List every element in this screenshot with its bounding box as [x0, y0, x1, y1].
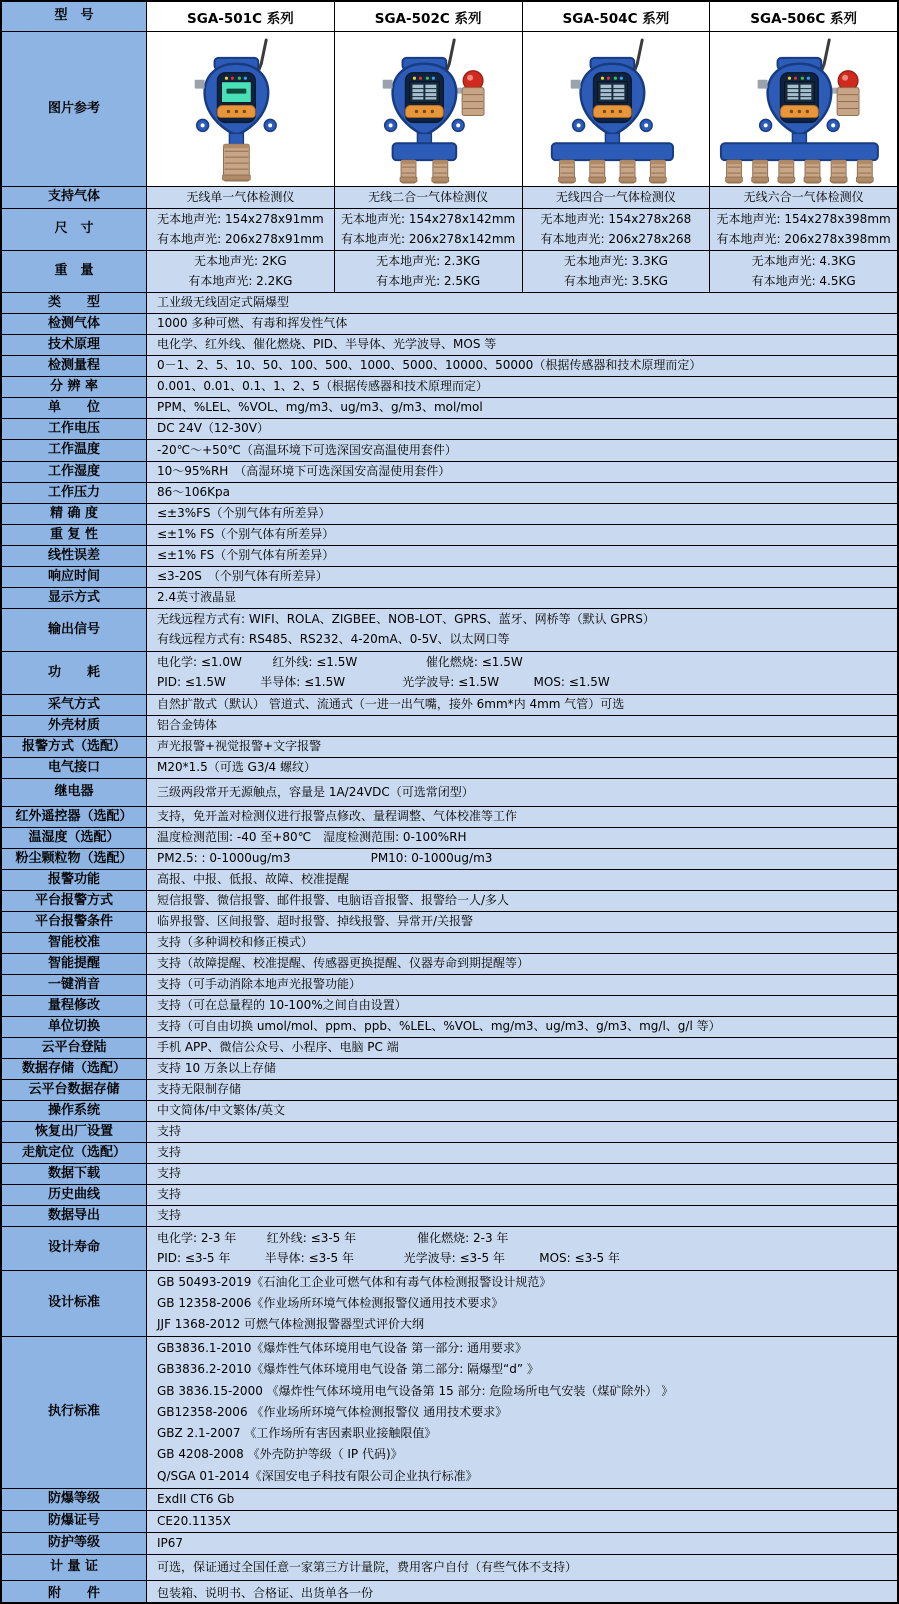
- spec-row-range: [2, 356, 897, 377]
- row-value-weight-col2: [523, 251, 711, 292]
- value-line: 支持（故障提醒、校准提醒、传感器更换提醒、仪器寿命到期提醒等）: [157, 956, 530, 971]
- spec-row-detect-gas: [2, 314, 897, 335]
- spec-row-alarm-mode: [2, 737, 897, 758]
- row-label-alarm-mode: 报警方式（选配）: [2, 737, 147, 757]
- spec-row-accessories: [2, 1581, 897, 1604]
- row-value-dimensions-col0: [147, 209, 335, 250]
- value-line: PPM、%LEL、%VOL、mg/m3、ug/m3、g/m3、mol/mol: [157, 400, 483, 415]
- row-label-response-time: 响应时间: [2, 567, 147, 587]
- spec-row-ir-remote: [2, 807, 897, 828]
- row-label-repeatability: 重 复 性: [2, 525, 147, 545]
- value-line: 三级两段常开无源触点，容量是 1A/24VDC（可选常闭型）: [157, 784, 474, 799]
- row-label-accuracy: 精 确 度: [2, 504, 147, 524]
- value-line: 0.001、0.01、0.1、1、2、5（根据传感器和技术原理而定）: [157, 379, 489, 394]
- row-label-power: 功 耗: [2, 652, 147, 694]
- spec-row-data-export: [2, 1206, 897, 1227]
- value-line: 声光报警+视觉报警+文字报警: [157, 739, 322, 754]
- header-label: 型 号: [2, 2, 147, 31]
- row-value-gas-type-col3: [710, 187, 897, 208]
- value-line: 中文简体/中文繁体/英文: [157, 1103, 286, 1118]
- row-value-smart-cal: [147, 933, 897, 953]
- value-line: 无本地声光: 154x278x398mm: [716, 211, 891, 226]
- row-label-factory-reset: 恢复出厂设置: [2, 1122, 147, 1142]
- value-line: 0－1、2、5、10、50、100、500、1000、5000、10000、50000（根据传感器和技术原理而定）: [157, 358, 702, 373]
- row-value-housing: [147, 716, 897, 736]
- model-header-sga-502c: SGA-502C 系列: [335, 2, 523, 31]
- row-label-explosion-class: 防爆等级: [2, 1489, 147, 1510]
- row-value-factory-reset: [147, 1122, 897, 1142]
- row-value-power: [147, 652, 897, 694]
- spec-row-alarm-func: [2, 870, 897, 891]
- spec-row-smart-cal: [2, 933, 897, 954]
- row-label-sampling: 采气方式: [2, 695, 147, 715]
- spec-row-unit: [2, 398, 897, 419]
- value-line: -20℃～+50℃（高温环境下可选深国安高温使用套件）: [157, 442, 457, 457]
- product-image-sga-501c: [147, 32, 335, 186]
- value-line: 支持（多种调校和修正模式）: [157, 935, 314, 950]
- row-value-detect-gas: [147, 314, 897, 334]
- value-line: PID: ≤1.5W 半导体: ≤1.5W 光学波导: ≤1.5W MOS: ≤1.5W: [157, 675, 610, 690]
- value-line: ≤±1% FS（个别气体有所差异）: [157, 548, 335, 563]
- value-line: 有本地声光: 206x278x91mm: [157, 232, 324, 247]
- value-line: 临界报警、区间报警、超时报警、掉线报警、异常开/关报警: [157, 914, 474, 929]
- spec-row-gas-type: [2, 187, 897, 209]
- value-line: 支持 10 万条以上存储: [157, 1061, 276, 1076]
- row-value-temp-humidity-opt: [147, 828, 897, 848]
- row-label-smart-cal: 智能校准: [2, 933, 147, 953]
- row-label-dimensions: 尺 寸: [2, 209, 147, 250]
- row-label-exec-standard: 执行标准: [2, 1337, 147, 1488]
- row-label-unit-switch: 单位切换: [2, 1017, 147, 1037]
- row-value-unit: [147, 398, 897, 418]
- spec-row-cloud-login: [2, 1038, 897, 1059]
- value-line: ≤±3%FS（个别气体有所差异）: [157, 506, 331, 521]
- row-label-cloud-storage: 云平台数据存储: [2, 1080, 147, 1100]
- value-line: 无本地声光: 154x278x91mm: [157, 211, 324, 226]
- spec-row-work-temp: [2, 440, 897, 462]
- value-line: 有本地声光: 3.5KG: [563, 274, 668, 289]
- row-value-gas-type-col2: [523, 187, 711, 208]
- value-line: 有本地声光: 2.2KG: [188, 274, 293, 289]
- row-value-data-download: [147, 1164, 897, 1184]
- row-value-work-temp: [147, 440, 897, 461]
- spec-row-platform-alarm-mode: [2, 891, 897, 912]
- spec-row-explosion-class: [2, 1489, 897, 1511]
- value-line: 电化学: ≤1.0W 红外线: ≤1.5W 催化燃烧: ≤1.5W: [157, 655, 523, 670]
- row-value-accessories: [147, 1581, 897, 1604]
- spec-row-work-pressure: [2, 483, 897, 504]
- value-line: 无本地声光: 4.3KG: [751, 253, 856, 268]
- value-line: 无线二合一气体检测仪: [368, 189, 489, 204]
- header-row: [2, 2, 897, 32]
- row-value-platform-alarm-cond: [147, 912, 897, 932]
- spec-row-os: [2, 1101, 897, 1122]
- row-label-design-life: 设计寿命: [2, 1227, 147, 1270]
- spec-row-nav-location: [2, 1143, 897, 1164]
- row-label-range-modify: 量程修改: [2, 996, 147, 1016]
- row-label-dust-opt: 粉尘颗粒物（选配）: [2, 849, 147, 869]
- row-label-work-pressure: 工作压力: [2, 483, 147, 503]
- value-line: 支持: [157, 1166, 182, 1181]
- row-value-output-signal: [147, 609, 897, 651]
- value-line: JJF 1368-2012 可燃气体检测报警器型式评价大纲: [157, 1316, 425, 1331]
- spec-row-platform-alarm-cond: [2, 912, 897, 933]
- value-line: 支持无限制存储: [157, 1082, 242, 1097]
- row-label-data-export: 数据导出: [2, 1206, 147, 1226]
- spec-row-cloud-storage: [2, 1080, 897, 1101]
- spec-row-dust-opt: [2, 849, 897, 870]
- row-value-resolution: [147, 377, 897, 397]
- row-label-explosion-cert: 防爆证号: [2, 1511, 147, 1532]
- row-value-design-standard: [147, 1271, 897, 1336]
- value-line: 温度检测范围: -40 至+80℃ 湿度检测范围: 0-100%RH: [157, 830, 467, 845]
- value-line: 2.4英寸液晶显: [157, 590, 237, 605]
- row-label-alarm-func: 报警功能: [2, 870, 147, 890]
- row-label-mute: 一键消音: [2, 975, 147, 995]
- value-line: PID: ≤3-5 年 半导体: ≤3-5 年 光学波导: ≤3-5 年 MOS: ≤3-5 年: [157, 1251, 620, 1266]
- value-line: DC 24V（12-30V）: [157, 421, 269, 436]
- value-line: ExdII CT6 Gb: [157, 1491, 235, 1506]
- row-label-work-temp: 工作温度: [2, 440, 147, 461]
- row-value-relay: [147, 779, 897, 806]
- row-value-dimensions-col2: [523, 209, 711, 250]
- spec-row-ip-rating: [2, 1533, 897, 1555]
- row-value-gas-type-col0: [147, 187, 335, 208]
- spec-row-history-curve: [2, 1185, 897, 1206]
- row-value-dimensions-col1: [335, 209, 523, 250]
- value-line: 无本地声光: 154x278x142mm: [341, 211, 516, 226]
- spec-row-smart-remind: [2, 954, 897, 975]
- row-label-work-humidity: 工作湿度: [2, 462, 147, 482]
- spec-row-work-humidity: [2, 462, 897, 483]
- value-line: 电化学、红外线、催化燃烧、PID、半导体、光学波导、MOS 等: [157, 337, 497, 352]
- row-value-alarm-mode: [147, 737, 897, 757]
- spec-row-explosion-cert: [2, 1511, 897, 1533]
- value-line: 有本地声光: 206x278x268: [540, 232, 692, 247]
- value-line: M20*1.5（可选 G3/4 螺纹）: [157, 760, 316, 775]
- row-label-temp-humidity-opt: 温湿度（选配）: [2, 828, 147, 848]
- value-line: 铝合金铸体: [157, 718, 218, 733]
- spec-row-electrical-interface: [2, 758, 897, 779]
- value-line: 无本地声光: 3.3KG: [563, 253, 668, 268]
- row-value-nav-location: [147, 1143, 897, 1163]
- image-row: [2, 32, 897, 187]
- row-label-history-curve: 历史曲线: [2, 1185, 147, 1205]
- spec-row-sampling: [2, 695, 897, 716]
- row-label-design-standard: 设计标准: [2, 1271, 147, 1336]
- gas-detector-illustration-sga-504c: [523, 32, 710, 185]
- value-line: ≤3-20S （个别气体有所差异）: [157, 569, 328, 584]
- value-line: 无线四合一气体检测仪: [555, 189, 676, 204]
- value-line: 无线六合一气体检测仪: [743, 189, 864, 204]
- value-line: GB 4208-2008 《外壳防护等级（ IP 代码)》: [157, 1447, 403, 1462]
- row-value-principle: [147, 335, 897, 355]
- row-value-dust-opt: [147, 849, 897, 869]
- value-line: GB3836.1-2010《爆炸性气体环境用电气设备 第一部分: 通用要求》: [157, 1341, 528, 1356]
- spec-row-temp-humidity-opt: [2, 828, 897, 849]
- row-label-nav-location: 走航定位（选配）: [2, 1143, 147, 1163]
- row-value-ip-rating: [147, 1533, 897, 1554]
- row-value-unit-switch: [147, 1017, 897, 1037]
- spec-row-design-standard: [2, 1271, 897, 1337]
- row-label-weight: 重 量: [2, 251, 147, 292]
- row-value-cloud-login: [147, 1038, 897, 1058]
- row-label-ip-rating: 防护等级: [2, 1533, 147, 1554]
- row-value-response-time: [147, 567, 897, 587]
- row-label-platform-alarm-mode: 平台报警方式: [2, 891, 147, 911]
- row-value-design-life: [147, 1227, 897, 1270]
- row-value-gas-type-col1: [335, 187, 523, 208]
- value-line: 支持，免开盖对检测仪进行报警点修改、量程调整、气体校准等工作: [157, 809, 518, 824]
- value-line: 有本地声光: 4.5KG: [751, 274, 856, 289]
- row-value-cloud-storage: [147, 1080, 897, 1100]
- row-value-display: [147, 588, 897, 608]
- row-value-weight-col0: [147, 251, 335, 292]
- value-line: Q/SGA 01-2014《深国安电子科技有限公司企业执行标准》: [157, 1468, 478, 1483]
- value-line: 支持: [157, 1208, 182, 1223]
- gas-detector-illustration-sga-506c: [710, 32, 897, 185]
- row-label-accessories: 附 件: [2, 1581, 147, 1604]
- product-image-sga-504c: [523, 32, 711, 186]
- row-value-ir-remote: [147, 807, 897, 827]
- value-line: PM2.5: : 0-1000ug/m3 PM10: 0-1000ug/m3: [157, 851, 493, 866]
- row-value-metering-cert: [147, 1555, 897, 1580]
- row-value-accuracy: [147, 504, 897, 524]
- spec-rows: [2, 187, 897, 1604]
- value-line: 支持（可手动消除本地声光报警功能）: [157, 977, 362, 992]
- value-line: 有线远程方式有: RS485、RS232、4-20mA、0-5V、以太网口等: [157, 632, 510, 647]
- row-label-cloud-login: 云平台登陆: [2, 1038, 147, 1058]
- row-label-data-storage: 数据存储（选配）: [2, 1059, 147, 1079]
- row-label-relay: 继电器: [2, 779, 147, 806]
- value-line: 支持: [157, 1124, 182, 1139]
- row-value-explosion-cert: [147, 1511, 897, 1532]
- spec-row-data-storage: [2, 1059, 897, 1080]
- row-label-electrical-interface: 电气接口: [2, 758, 147, 778]
- value-line: GB 50493-2019《石油化工企业可燃气体和有毒气体检测报警设计规范》: [157, 1274, 552, 1289]
- value-line: 有本地声光: 206x278x398mm: [716, 232, 891, 247]
- value-line: GB 3836.15-2000 《爆炸性气体环境用电气设备第 15 部分: 危险场所电气安装（煤矿除外） 》: [157, 1383, 674, 1398]
- row-value-work-pressure: [147, 483, 897, 503]
- value-line: 无线远程方式有: WIFI、ROLA、ZIGBEE、NOB-LOT、GPRS、蓝牙、网桥等（默认 GPRS）: [157, 612, 655, 627]
- row-value-data-export: [147, 1206, 897, 1226]
- row-value-work-humidity: [147, 462, 897, 482]
- row-label-housing: 外壳材质: [2, 716, 147, 736]
- value-line: 有本地声光: 206x278x142mm: [341, 232, 516, 247]
- spec-row-dimensions: [2, 209, 897, 251]
- row-value-voltage: [147, 419, 897, 439]
- row-value-explosion-class: [147, 1489, 897, 1510]
- row-value-weight-col1: [335, 251, 523, 292]
- value-line: 无线单一气体检测仪: [186, 189, 295, 204]
- row-value-alarm-func: [147, 870, 897, 890]
- row-value-exec-standard: [147, 1337, 897, 1488]
- spec-row-housing: [2, 716, 897, 737]
- row-value-weight-col3: [710, 251, 897, 292]
- row-label-os: 操作系统: [2, 1101, 147, 1121]
- row-value-mute: [147, 975, 897, 995]
- row-value-platform-alarm-mode: [147, 891, 897, 911]
- spec-row-response-time: [2, 567, 897, 588]
- value-line: 自然扩散式（默认） 管道式、流通式（一进一出气嘴，接外 6mm*内 4mm 气管）可选: [157, 697, 625, 712]
- spec-row-power: [2, 652, 897, 695]
- row-label-linearity: 线性误差: [2, 546, 147, 566]
- spec-row-relay: [2, 779, 897, 807]
- model-header-sga-501c: SGA-501C 系列: [147, 2, 335, 31]
- image-row-label: 图片参考: [2, 32, 147, 186]
- row-value-type: [147, 293, 897, 313]
- row-label-voltage: 工作电压: [2, 419, 147, 439]
- spec-row-mute: [2, 975, 897, 996]
- spec-row-repeatability: [2, 525, 897, 546]
- value-line: GBZ 2.1-2007 《工作场所有害因素职业接触限值》: [157, 1426, 437, 1441]
- row-value-os: [147, 1101, 897, 1121]
- spec-row-type: [2, 293, 897, 314]
- gas-detector-illustration-sga-501c: [147, 32, 334, 185]
- row-label-gas-type: 支持气体: [2, 187, 147, 208]
- row-label-unit: 单 位: [2, 398, 147, 418]
- spec-row-range-modify: [2, 996, 897, 1017]
- row-label-resolution: 分 辨 率: [2, 377, 147, 397]
- spec-row-principle: [2, 335, 897, 356]
- value-line: 1000 多种可燃、有毒和挥发性气体: [157, 316, 348, 331]
- spec-row-display: [2, 588, 897, 609]
- value-line: 支持（可在总量程的 10-100%之间自由设置）: [157, 998, 407, 1013]
- row-value-range-modify: [147, 996, 897, 1016]
- row-value-smart-remind: [147, 954, 897, 974]
- value-line: GB12358-2006 《作业场所环境气体检测报警仪 通用技术要求》: [157, 1404, 508, 1419]
- value-line: 86～106Kpa: [157, 485, 231, 500]
- spec-row-metering-cert: [2, 1555, 897, 1581]
- spec-row-factory-reset: [2, 1122, 897, 1143]
- product-image-sga-502c: [335, 32, 523, 186]
- spec-row-unit-switch: [2, 1017, 897, 1038]
- value-line: 支持: [157, 1145, 182, 1160]
- row-value-linearity: [147, 546, 897, 566]
- spec-row-design-life: [2, 1227, 897, 1271]
- spec-row-output-signal: [2, 609, 897, 652]
- value-line: 包装箱、说明书、合格证、出货单各一份: [157, 1586, 374, 1601]
- spec-row-voltage: [2, 419, 897, 440]
- model-header-sga-504c: SGA-504C 系列: [523, 2, 711, 31]
- value-line: 10～95%RH （高湿环境下可选深国安高湿使用套件）: [157, 464, 451, 479]
- row-label-range: 检测量程: [2, 356, 147, 376]
- value-line: 电化学: 2-3 年 红外线: ≤3-5 年 催化燃烧: 2-3 年: [157, 1230, 509, 1245]
- product-image-sga-506c: [710, 32, 897, 186]
- value-line: 短信报警、微信报警、邮件报警、电脑语音报警、报警给一人/多人: [157, 893, 510, 908]
- value-line: 有本地声光: 2.5KG: [376, 274, 481, 289]
- row-label-metering-cert: 计 量 证: [2, 1555, 147, 1580]
- value-line: 支持: [157, 1187, 182, 1202]
- value-line: 无本地声光: 2KG: [194, 253, 287, 268]
- row-value-electrical-interface: [147, 758, 897, 778]
- gas-detector-illustration-sga-502c: [335, 32, 522, 185]
- row-label-smart-remind: 智能提醒: [2, 954, 147, 974]
- value-line: 支持（可自由切换 umol/mol、ppm、ppb、%LEL、%VOL、mg/m3、ug/m3、g/m3、mg/l、g/l 等）: [157, 1019, 721, 1034]
- value-line: 无本地声光: 154x278x268: [540, 211, 692, 226]
- spec-row-resolution: [2, 377, 897, 398]
- value-line: 工业级无线固定式隔爆型: [157, 295, 290, 310]
- model-header-sga-506c: SGA-506C 系列: [710, 2, 897, 31]
- row-value-data-storage: [147, 1059, 897, 1079]
- value-line: 手机 APP、微信公众号、小程序、电脑 PC 端: [157, 1040, 399, 1055]
- spec-row-accuracy: [2, 504, 897, 525]
- value-line: GB3836.2-2010《爆炸性气体环境用电气设备 第二部分: 隔爆型“d” 》: [157, 1362, 539, 1377]
- row-value-history-curve: [147, 1185, 897, 1205]
- row-value-range: [147, 356, 897, 376]
- row-value-repeatability: [147, 525, 897, 545]
- row-label-type: 类 型: [2, 293, 147, 313]
- value-line: ≤±1% FS（个别气体有所差异）: [157, 527, 335, 542]
- value-line: 高报、中报、低报、故障、校准提醒: [157, 872, 350, 887]
- row-label-output-signal: 输出信号: [2, 609, 147, 651]
- spec-row-linearity: [2, 546, 897, 567]
- row-label-display: 显示方式: [2, 588, 147, 608]
- value-line: 可选，保证通过全国任意一家第三方计量院，费用客户自付（有些气体不支持）: [157, 1559, 578, 1574]
- value-line: CE20.1135X: [157, 1513, 231, 1528]
- row-label-detect-gas: 检测气体: [2, 314, 147, 334]
- row-label-principle: 技术原理: [2, 335, 147, 355]
- row-label-ir-remote: 红外遥控器（选配）: [2, 807, 147, 827]
- spec-row-exec-standard: [2, 1337, 897, 1489]
- row-label-data-download: 数据下载: [2, 1164, 147, 1184]
- value-line: IP67: [157, 1535, 184, 1550]
- value-line: GB 12358-2006《作业场所环境气体检测报警仪通用技术要求》: [157, 1295, 504, 1310]
- value-line: 无本地声光: 2.3KG: [376, 253, 481, 268]
- spec-row-weight: [2, 251, 897, 293]
- row-value-sampling: [147, 695, 897, 715]
- row-value-dimensions-col3: [710, 209, 897, 250]
- spec-row-data-download: [2, 1164, 897, 1185]
- row-label-platform-alarm-cond: 平台报警条件: [2, 912, 147, 932]
